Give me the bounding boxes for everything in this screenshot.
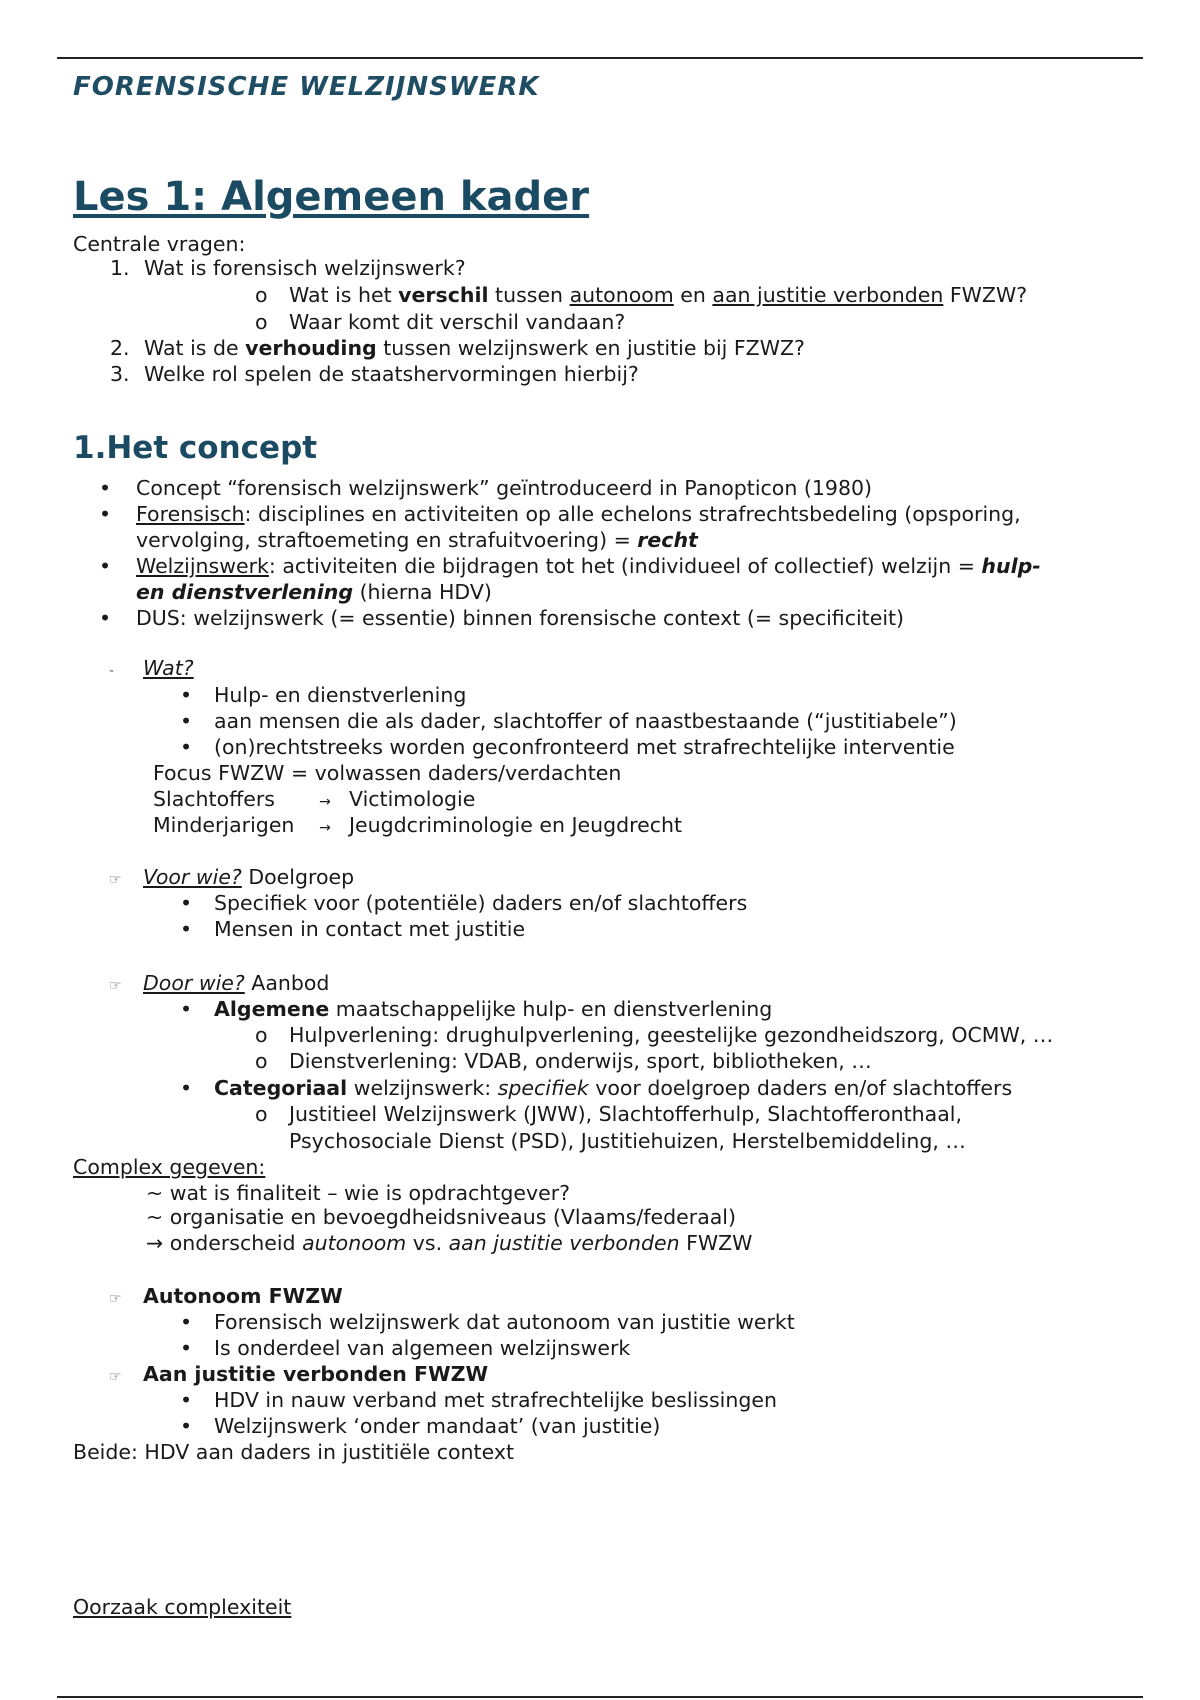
- autonoom-item-2: • Is onderdeel van algemeen welzijnswerk: [180, 1336, 631, 1360]
- section-heading-concept: 1.Het concept: [73, 430, 318, 466]
- bottom-rule: [57, 1696, 1143, 1698]
- bullet: •: [180, 683, 193, 707]
- sub-bullet: o: [255, 310, 268, 334]
- doorwie-heading: ☞ Door wie? Aanbod: [109, 970, 329, 999]
- top-rule: [57, 57, 1143, 59]
- pointing-hand-icon: ☞: [109, 978, 122, 994]
- wat-item-1: • Hulp- en dienstverlening: [180, 683, 467, 707]
- bullet: •: [180, 735, 193, 759]
- bullet: •: [180, 891, 193, 915]
- bullet: •: [180, 1076, 193, 1100]
- doorwie-categoriaal-sub-1: o Justitieel Welzijnswerk (JWW), Slachtofferhulp, Slachtofferonthaal,: [255, 1102, 963, 1126]
- sub-bullet: o: [255, 283, 268, 307]
- wat-mapping-1: Slachtoffers → Victimologie: [153, 786, 475, 815]
- pointing-hand-icon: ☞: [109, 872, 122, 888]
- question-1: 1. Wat is forensisch welzijnswerk?: [110, 256, 466, 280]
- doorwie-algemene: • Algemene maatschappelijke hulp- en dienstverlening: [180, 997, 773, 1021]
- verbonden-heading: ☞ Aan justitie verbonden FWZW: [109, 1361, 488, 1390]
- bullet: •: [180, 1388, 193, 1412]
- doorwie-categoriaal-sub-1-cont: Psychosociale Dienst (PSD), Justitiehuizen, Herstelbemiddeling, …: [289, 1129, 966, 1153]
- bullet: •: [99, 502, 112, 526]
- page-title: Les 1: Algemeen kader: [73, 174, 589, 220]
- wat-mapping-2: Minderjarigen → Jeugdcriminologie en Jeugdrecht: [153, 812, 682, 841]
- central-questions-label: Centrale vragen:: [73, 232, 246, 256]
- bullet: •: [180, 1336, 193, 1360]
- voorwie-item-1: • Specifiek voor (potentiële) daders en/of slachtoffers: [180, 891, 748, 915]
- bullet: •: [180, 917, 193, 941]
- question-3: 3. Welke rol spelen de staatshervormingen hierbij?: [110, 362, 639, 386]
- doorwie-algemene-sub-2: o Dienstverlening: VDAB, onderwijs, sport, bibliotheken, …: [255, 1049, 872, 1073]
- document-header: FORENSISCHE WELZIJNSWERK: [73, 72, 540, 102]
- sub-bullet: o: [255, 1023, 268, 1047]
- concept-bullet-2-cont: vervolging, straftoemeting en strafuitvoering) = recht: [136, 528, 698, 552]
- autonoom-heading: ☞ Autonoom FWZW: [109, 1283, 343, 1312]
- question-2: 2. Wat is de verhouding tussen welzijnswerk en justitie bij FZWZ?: [110, 336, 805, 360]
- pointing-hand-icon: ☞: [109, 1291, 122, 1307]
- bullet: •: [180, 709, 193, 733]
- arrow-icon: →: [319, 794, 331, 810]
- doorwie-categoriaal: • Categoriaal welzijnswerk: specifiek voor doelgroep daders en/of slachtoffers: [180, 1076, 1013, 1100]
- concept-bullet-3: • Welzijnswerk: activiteiten die bijdragen tot het (individueel of collectief) welzijn = hulp-: [99, 554, 1041, 578]
- list-number: 2.: [110, 336, 130, 360]
- voorwie-heading: ☞ Voor wie? Doelgroep: [109, 864, 354, 893]
- bullet: •: [99, 476, 112, 500]
- bullet: •: [180, 1414, 193, 1438]
- concept-bullet-2: • Forensisch: disciplines en activiteiten op alle echelons strafrechtsbedeling (opsporing,: [99, 502, 1021, 526]
- autonoom-item-1: • Forensisch welzijnswerk dat autonoom van justitie werkt: [180, 1310, 795, 1334]
- list-number: 1.: [110, 256, 130, 280]
- verbonden-item-1: • HDV in nauw verband met strafrechtelijke beslissingen: [180, 1388, 777, 1412]
- verbonden-item-2: • Welzijnswerk ‘onder mandaat’ (van justitie): [180, 1414, 661, 1438]
- complex-line-3: → onderscheid autonoom vs. aan justitie verbonden FWZW: [146, 1231, 753, 1255]
- concept-bullet-4: • DUS: welzijnswerk (= essentie) binnen forensische context (= specificiteit): [99, 606, 905, 630]
- voorwie-item-2: • Mensen in contact met justitie: [180, 917, 526, 941]
- pointing-hand-icon: ☞: [109, 1369, 122, 1385]
- complex-heading: Complex gegeven:: [73, 1155, 266, 1179]
- bullet: •: [99, 554, 112, 578]
- bullet: •: [180, 1310, 193, 1334]
- complex-line-1: ~ wat is finaliteit – wie is opdrachtgever?: [146, 1181, 571, 1205]
- wat-item-2: • aan mensen die als dader, slachtoffer of naastbestaande (“justitiabele”): [180, 709, 957, 733]
- doorwie-algemene-sub-1: o Hulpverlening: drughulpverlening, geestelijke gezondheidszorg, OCMW, …: [255, 1023, 1054, 1047]
- arrow-icon: →: [319, 820, 331, 836]
- question-1-sub-2: o Waar komt dit verschil vandaan?: [255, 310, 626, 334]
- question-1-sub-1: o Wat is het verschil tussen autonoom en aan justitie verbonden FWZW?: [255, 283, 1028, 307]
- wat-heading: - Wat?: [109, 655, 194, 684]
- beide-line: Beide: HDV aan daders in justitiële context: [73, 1440, 515, 1464]
- bullet: •: [99, 606, 112, 630]
- concept-bullet-1: • Concept “forensisch welzijnswerk” geïntroduceerd in Panopticon (1980): [99, 476, 873, 500]
- list-number: 3.: [110, 362, 130, 386]
- dash-marker: -: [109, 663, 115, 679]
- wat-focus: Focus FWZW = volwassen daders/verdachten: [153, 761, 622, 785]
- sub-bullet: o: [255, 1102, 268, 1126]
- concept-bullet-3-cont: en dienstverlening (hierna HDV): [136, 580, 492, 604]
- wat-item-3: • (on)rechtstreeks worden geconfronteerd met strafrechtelijke interventie: [180, 735, 955, 759]
- complex-line-2: ~ organisatie en bevoegdheidsniveaus (Vlaams/federaal): [146, 1205, 737, 1229]
- sub-bullet: o: [255, 1049, 268, 1073]
- bullet: •: [180, 997, 193, 1021]
- oorzaak-heading: Oorzaak complexiteit: [73, 1595, 292, 1619]
